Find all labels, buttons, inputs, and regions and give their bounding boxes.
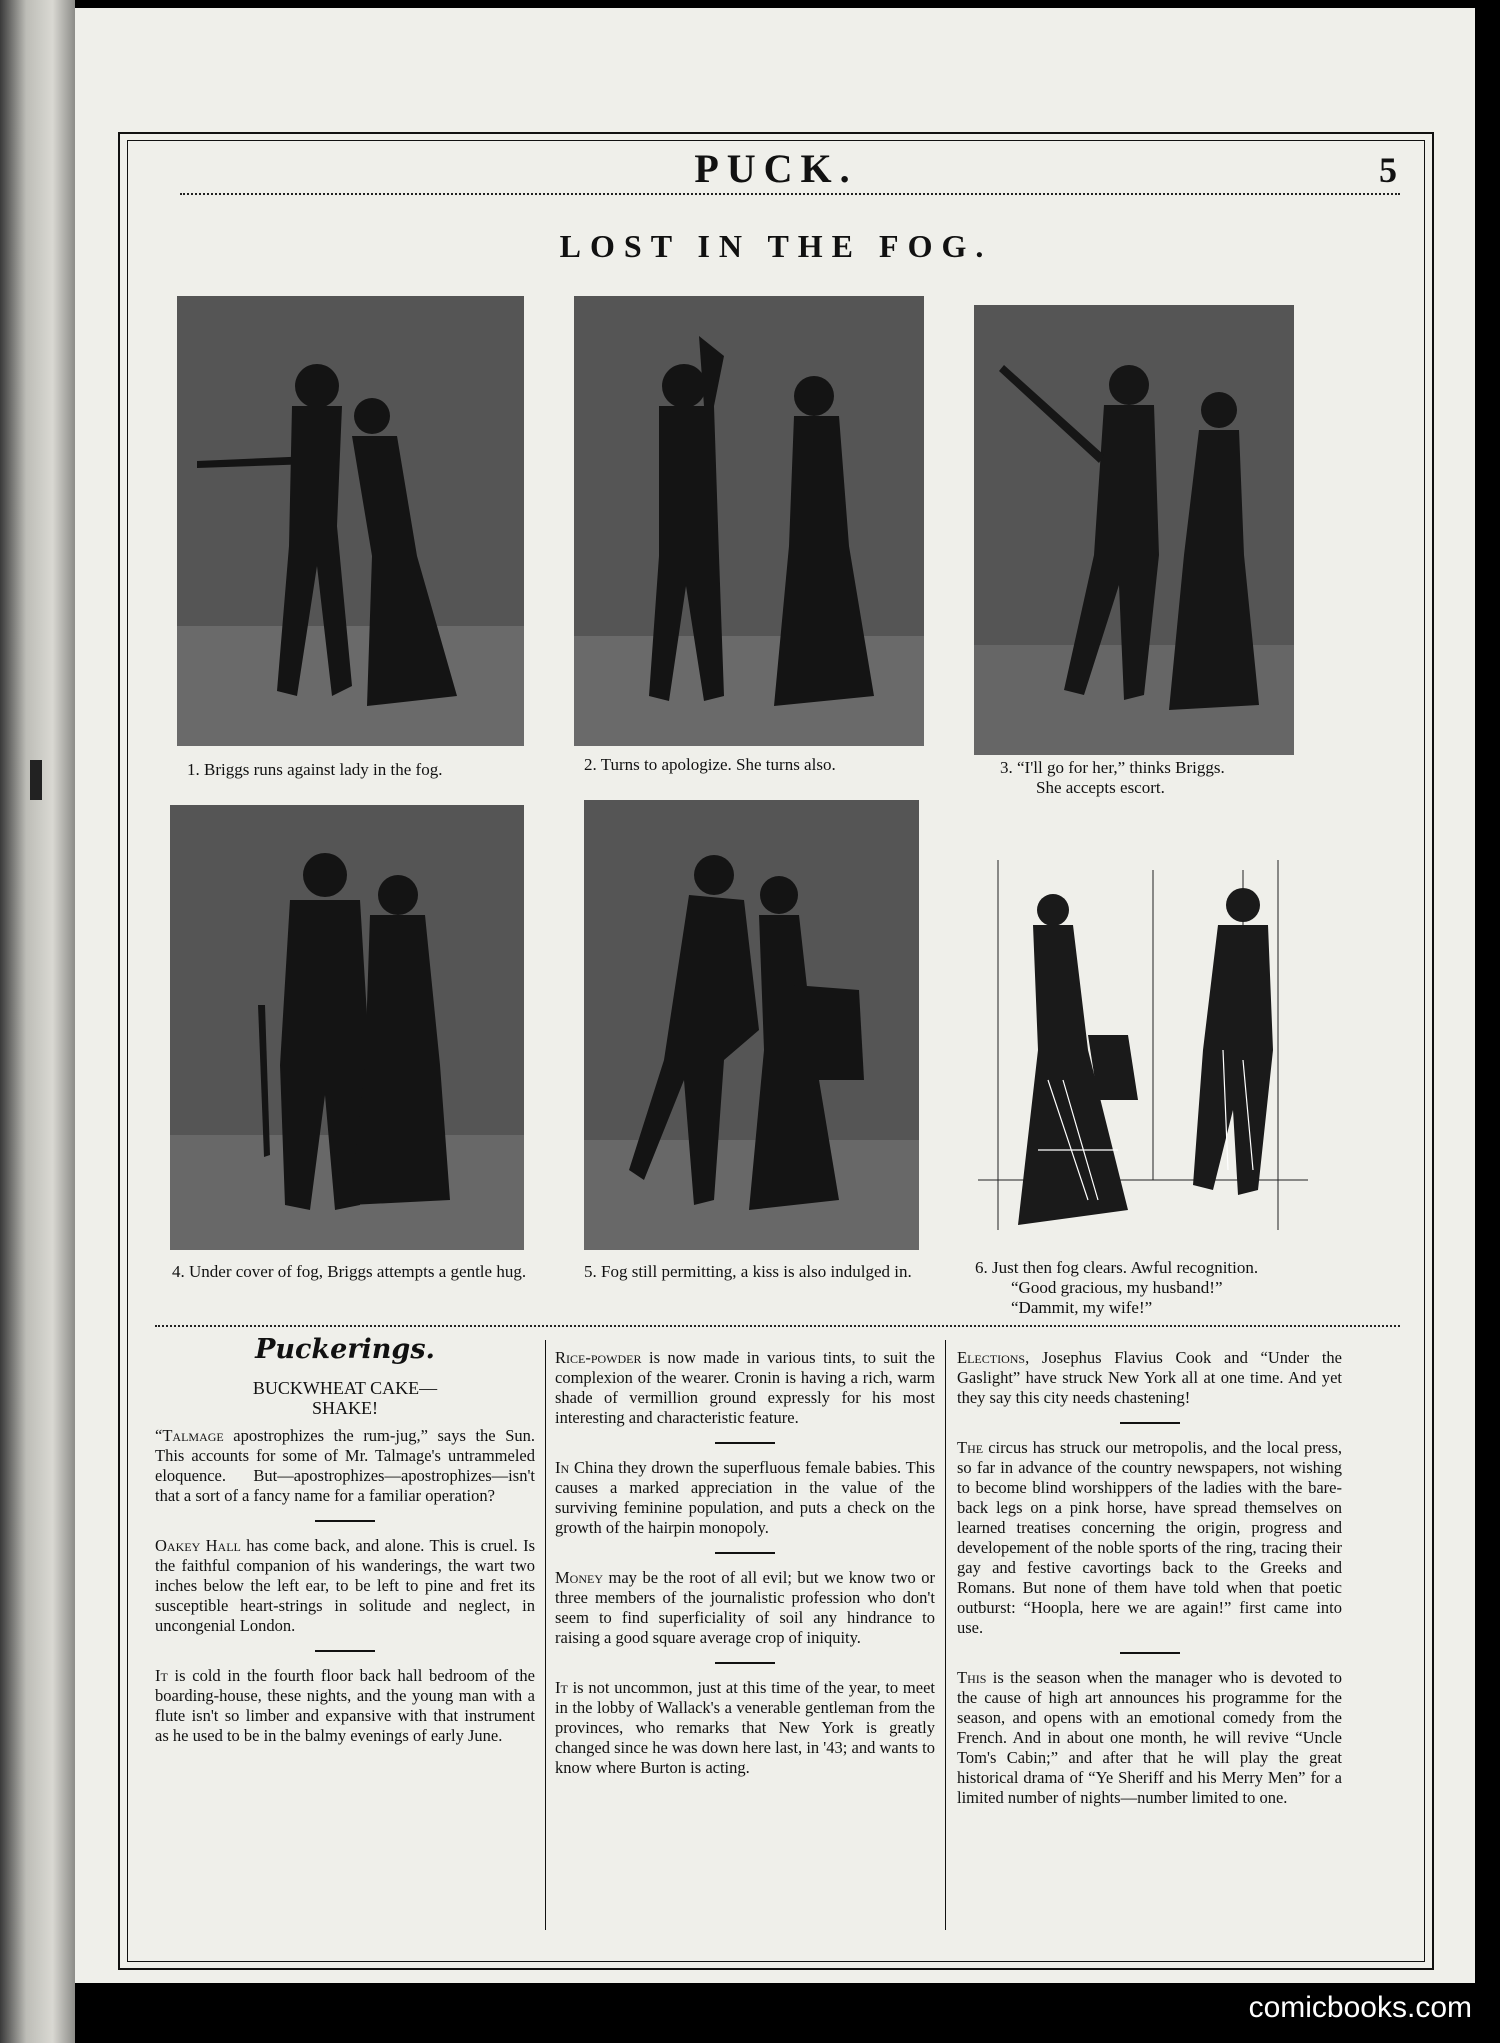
short-rule [715, 1552, 775, 1554]
facing-page-edge [0, 0, 75, 2043]
panel-5-illustration [584, 800, 919, 1250]
puckerings-heading: Puckerings. [255, 1334, 435, 1365]
panel-6-engraving [978, 850, 1308, 1250]
column2-paragraph-4 [555, 1678, 935, 1778]
column-2 [555, 1348, 935, 1778]
column2-paragraph-1 [555, 1348, 935, 1428]
masthead-title: PUCK. [694, 146, 858, 191]
column-1 [155, 1334, 535, 1746]
para-lead: Rice-powder [555, 1348, 642, 1367]
subheading-line2: SHAKE! [312, 1398, 378, 1418]
panel-2-caption: 2. Turns to apologize. She turns also. [584, 755, 836, 774]
para-lead: This [957, 1668, 987, 1687]
panel-4-illustration [170, 805, 524, 1250]
para-body: Josephus Flavius Cook and “Under the Gaslight” have struck New York all at one time. And yet they say this city needs chastening! [957, 1348, 1342, 1407]
para-body: is cold in the fourth floor back hall bedroom of the boarding-house, these nights, and the young man with a flute isn't so limber and expansive with that instrument as he used to be in the balmy evenings of early June. [155, 1666, 535, 1745]
panel-2-illustration [574, 296, 924, 746]
panel-5-caption: 5. Fog still permitting, a kiss is also indulged in. [584, 1262, 912, 1281]
panel-3-caption-line2: She accepts escort. [1036, 778, 1165, 797]
para-lead: In [555, 1458, 570, 1477]
column3-paragraph-2 [957, 1438, 1342, 1638]
para-body: China they drown the superfluous female babies. This causes a marked appreciation in the value of the surviving feminine population, and puts a check on the growth of the hairpin monopoly. [555, 1458, 935, 1537]
panel-3-illustration [974, 305, 1294, 755]
panel-3-caption [1000, 758, 1330, 798]
column3-paragraph-3 [957, 1668, 1342, 1808]
page-number: 5 [1379, 150, 1397, 190]
column-separator [545, 1340, 546, 1930]
site-watermark: comicbooks.com [1248, 1991, 1472, 2024]
column1-paragraph-2 [155, 1536, 535, 1636]
column2-paragraph-2 [555, 1458, 935, 1538]
panel-1-illustration [177, 296, 524, 746]
column-3 [957, 1348, 1342, 1808]
section-rule [155, 1325, 1400, 1327]
feature-title: LOST IN THE FOG. [559, 228, 993, 264]
panel-4-caption: 4. Under cover of fog, Briggs attempts a gentle hug. [172, 1262, 527, 1281]
para-lead: Money [555, 1568, 603, 1587]
para-body: has come back, and alone. This is cruel. Is the faithful companion of his wanderings, the wart two inches below the left ear, to be left to pine and fret its susceptible heart-strings in solitude and neglect, in uncongenial London. [155, 1536, 535, 1635]
panel-3-caption-line1: 3. “I'll go for her,” thinks Briggs. [1000, 758, 1225, 777]
panel-6-caption-line2: “Good gracious, my husband!” [1011, 1278, 1223, 1297]
para-body: apostrophizes the rum-jug,” says the Sun. This accounts for some of Mr. Talmage's untrammeled eloquence. But—apostrophizes—apostrophizes—isn't that a sort of a fancy name for a familiar operation? [155, 1426, 535, 1505]
subheading-line1: BUCKWHEAT CAKE— [252, 1378, 438, 1398]
panel-6-caption-line1: 6. Just then fog clears. Awful recognition. [975, 1258, 1259, 1277]
para-lead: Elections, [957, 1348, 1030, 1367]
short-rule [1120, 1422, 1180, 1424]
para-body: circus has struck our metropolis, and the local press, so far in advance of the country newspapers, not wishing to become blind worshippers of the ladies with the bare-back legs on a pink horse, have spread themselves on learned treatises concerning the origin, progress and developement of the noble sports of the ring, tracing their gay and festive cavortings back to the Greeks and Romans. But none of them have told when that poetic outburst: “Hoopla, here we are again!” first came into use. [957, 1438, 1342, 1637]
binding-mark [30, 760, 42, 800]
column1-paragraph-1 [155, 1426, 535, 1506]
short-rule [715, 1442, 775, 1444]
short-rule [315, 1520, 375, 1522]
para-body: may be the root of all evil; but we know two or three members of the journalistic profession who don't seem to find superficiality of soil any hindrance to raising a good square average crop of iniquity. [555, 1568, 935, 1647]
masthead-rule [180, 193, 1400, 195]
column-separator [945, 1340, 946, 1930]
para-lead: The [957, 1438, 984, 1457]
column1-paragraph-3 [155, 1666, 535, 1746]
panel-6-caption-line3: “Dammit, my wife!” [1011, 1298, 1153, 1317]
para-lead: It [155, 1666, 168, 1685]
panel-1-caption: 1. Briggs runs against lady in the fog. [187, 760, 443, 779]
para-lead: “Talmage [155, 1426, 224, 1445]
column3-paragraph-1 [957, 1348, 1342, 1408]
para-body: is the season when the manager who is devoted to the cause of high art announces his programme for the season, and opens with an emotional comedy from the French. And in about one month, he will revive “Uncle Tom's Cabin;” and after that he will play the great historical drama of “Ye Sheriff and his Merry Men” for a limited number of nights—number limited to one. [957, 1668, 1342, 1807]
short-rule [715, 1662, 775, 1664]
panel-6-caption [975, 1258, 1350, 1318]
para-body: is now made in various tints, to suit the complexion of the wearer. Cronin is having a rich, warm shade of vermillion ground expressly for his most interesting and characteristic feature. [555, 1348, 935, 1427]
para-body: is not uncommon, just at this time of the year, to meet in the lobby of Wallack's a venerable gentleman from the provinces, who remarks that New York is greatly changed since he was down here last, in '43; and wants to know where Burton is acting. [555, 1678, 935, 1777]
short-rule [315, 1650, 375, 1652]
column2-paragraph-3 [555, 1568, 935, 1648]
masthead [127, 145, 1425, 190]
short-rule [1120, 1652, 1180, 1654]
para-lead: It [555, 1678, 568, 1697]
para-lead: Oakey Hall [155, 1536, 241, 1555]
